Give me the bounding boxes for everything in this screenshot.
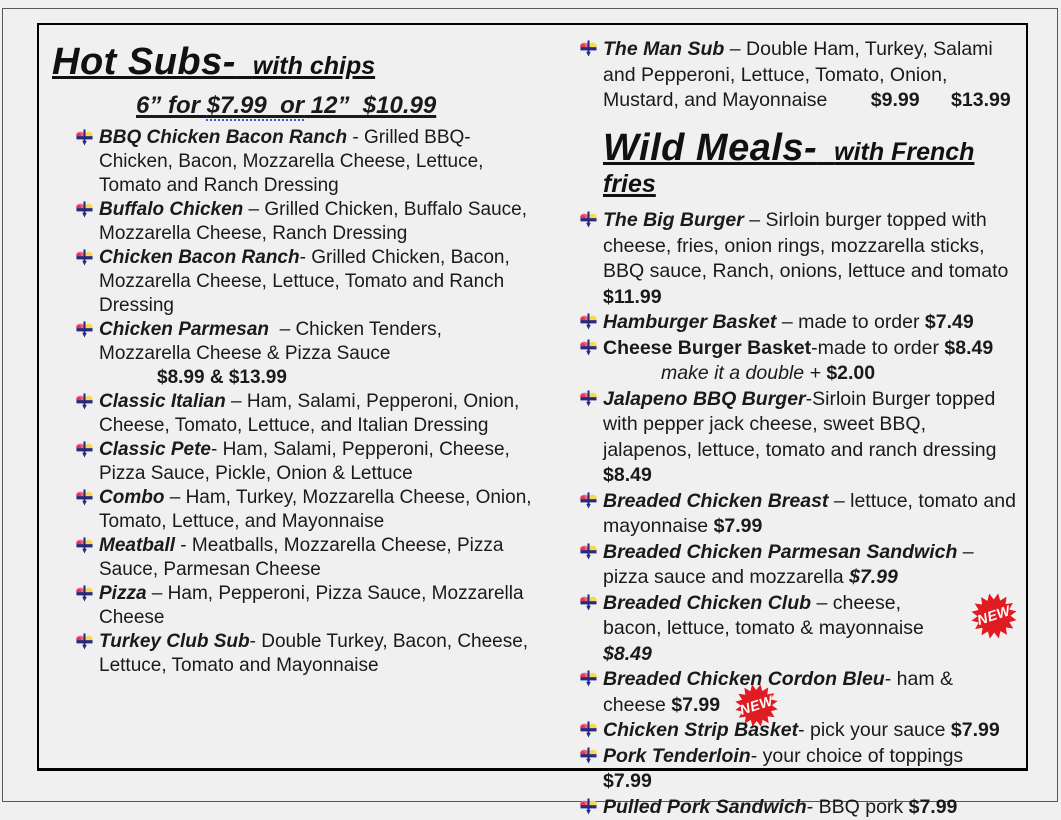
item-description: Sirloin burger topped with cheese, fries, onion rings, mozzarella sticks, BBQ sauce, Ranch, onions, lettuce and tomato: [603, 209, 1009, 283]
item-subline: [661, 361, 1016, 387]
item-name: Pulled Pork Sandwich: [603, 795, 807, 818]
item-name: The Big Burger: [603, 209, 744, 232]
colored-arrow-bullet-icon: [580, 40, 597, 57]
item-description: Grilled Chicken, Bacon, Mozzarella Cheese, Lettuce, Tomato and Ranch Dressing: [99, 246, 510, 316]
menu-item: [580, 310, 1016, 336]
wild-meals-column: [580, 25, 1016, 818]
item-name: Buffalo Chicken: [99, 198, 244, 220]
menu-border-box: [37, 23, 1028, 818]
menu-item: [580, 336, 1016, 387]
colored-arrow-bullet-icon: [580, 670, 597, 687]
item-description: Ham, Pepperoni, Pizza Sauce, Mozzarella Cheese: [99, 582, 524, 628]
item-name: Meatball: [99, 534, 176, 556]
item-description: ham & cheese: [603, 668, 953, 716]
item-description: BBQ pork: [818, 795, 904, 818]
item-separator: -: [210, 438, 223, 460]
menu-item: [580, 795, 1016, 820]
colored-arrow-bullet-icon: [76, 585, 93, 602]
item-name: Pork Tenderloin: [603, 744, 751, 767]
item-description: Grilled BBQ-Chicken, Bacon, Mozzarella Cheese, Lettuce, Tomato and Ranch Dressing: [99, 126, 484, 196]
colored-arrow-bullet-icon: [580, 798, 597, 815]
item-description: made to order: [817, 336, 939, 359]
item-description: cheese, bacon, lettuce, tomato & mayonnaise: [603, 591, 924, 640]
item-price: $7.49: [924, 311, 974, 334]
menu-item: [580, 489, 1016, 540]
item-separator: –: [724, 38, 747, 60]
item-name: Chicken Strip Basket: [603, 719, 799, 742]
item-price: $11.99: [603, 285, 662, 308]
menu-item: [580, 667, 1016, 718]
item-description: pizza sauce and mozzarella: [603, 566, 844, 589]
wild-meals-list: [580, 208, 1016, 820]
colored-arrow-bullet-icon: [76, 537, 93, 554]
menu-item: [580, 208, 1016, 310]
item-description: Ham, Turkey, Mozzarella Cheese, Onion, Tomato, Lettuce, and Mayonnaise: [99, 486, 532, 532]
item-description: your choice of toppings: [762, 744, 964, 767]
item-name: Classic Italian: [99, 390, 226, 412]
menu-item: [76, 486, 534, 534]
wild-meals-subtitle: with French fries: [603, 137, 975, 199]
wild-meals-heading: [603, 126, 1016, 200]
item-name: Breaded Chicken Club: [603, 591, 812, 614]
item-separator: –: [743, 209, 766, 232]
item-separator: –: [776, 311, 799, 334]
menu-item: [580, 718, 1016, 744]
item-separator: -: [175, 534, 192, 556]
hot-subs-subtitle: with chips: [252, 52, 376, 80]
item-name: Turkey Club Sub: [99, 630, 250, 652]
item-name: Breaded Chicken Parmesan Sandwich: [603, 540, 958, 563]
item-description: Double Turkey, Bacon, Cheese, Lettuce, Tomato and Mayonnaise: [99, 630, 529, 676]
new-badge-label: NEW: [737, 691, 775, 718]
item-name: Chicken Parmesan: [99, 318, 270, 340]
item-price: $7.99: [849, 566, 898, 589]
item-separator: –: [957, 540, 980, 563]
colored-arrow-bullet-icon: [76, 129, 93, 146]
item-separator: -: [347, 126, 364, 148]
wild-meals-title: Wild Meals-: [603, 126, 818, 169]
menu-item: [76, 534, 534, 582]
item-separator: -: [798, 719, 810, 742]
item-separator: -: [750, 744, 763, 767]
item-price: $7.99: [603, 770, 652, 793]
colored-arrow-bullet-icon: [76, 489, 93, 506]
item-name: Classic Pete: [99, 438, 211, 460]
menu-item: [580, 540, 1016, 591]
item-description: made to order: [798, 311, 920, 334]
item-price: $8.49: [603, 464, 652, 487]
item-description: Grilled Chicken, Buffalo Sauce, Mozzarella Cheese, Ranch Dressing: [99, 198, 528, 244]
man-sub-list: [580, 37, 1016, 114]
new-starburst-badge: [966, 587, 1023, 644]
item-separator: -: [299, 246, 312, 268]
item-description: Chicken Tenders, Mozzarella Cheese & Pizza Sauce: [99, 318, 442, 364]
colored-arrow-bullet-icon: [76, 441, 93, 458]
colored-arrow-bullet-icon: [580, 313, 597, 330]
item-price: $7.99: [713, 515, 763, 538]
colored-arrow-bullet-icon: [76, 201, 93, 218]
size-price-line: [136, 92, 534, 121]
item-description: pick your sauce: [810, 719, 946, 742]
item-separator: -: [811, 336, 818, 359]
colored-arrow-bullet-icon: [76, 633, 93, 650]
menu-item: [76, 126, 534, 198]
item-name: The Man Sub: [603, 38, 725, 60]
menu-item: [580, 37, 1016, 114]
colored-arrow-bullet-icon: [76, 321, 93, 338]
item-name: Breaded Chicken Cordon Bleu: [603, 668, 885, 691]
item-name: Hamburger Basket: [603, 311, 777, 334]
item-separator: -: [805, 387, 813, 410]
heading-gap: [236, 52, 253, 80]
hot-subs-heading: [52, 43, 534, 83]
item-name: Combo: [99, 486, 165, 508]
colored-arrow-bullet-icon: [580, 390, 597, 407]
colored-arrow-bullet-icon: [580, 594, 597, 611]
item-separator: -: [884, 668, 897, 691]
item-description: Meatballs, Mozzarella Cheese, Pizza Sauce, Parmesan Cheese: [99, 534, 504, 580]
item-price: $7.99: [950, 719, 1000, 742]
menu-item: [580, 387, 1016, 489]
item-name: Breaded Chicken Breast: [603, 489, 829, 512]
colored-arrow-bullet-icon: [580, 339, 597, 356]
item-separator: –: [269, 318, 296, 340]
item-description: Ham, Salami, Pepperoni, Onion, Cheese, Tomato, Lettuce, and Italian Dressing: [99, 390, 520, 436]
colored-arrow-bullet-icon: [76, 249, 93, 266]
menu-item: [76, 438, 534, 486]
menu-item: [76, 390, 534, 438]
menu-item: [580, 591, 1016, 668]
item-separator: –: [243, 198, 265, 220]
item-name: Cheese Burger Basket: [603, 336, 812, 359]
new-badge-label: NEW: [975, 601, 1013, 628]
item-separator: -: [806, 795, 819, 818]
hot-subs-column: [52, 25, 534, 768]
menu-item: [76, 318, 534, 390]
item-price: $7.99: [908, 795, 958, 818]
item-price: $8.49: [944, 336, 994, 359]
item-price-large: $13.99: [951, 89, 1011, 111]
item-name: Pizza: [99, 582, 147, 604]
menu-item: [76, 630, 534, 678]
size-price-post: 12” $10.99: [304, 91, 437, 119]
menu-item: [76, 246, 534, 318]
item-name: Chicken Bacon Ranch: [99, 246, 300, 268]
menu-item: [580, 744, 1016, 795]
subline-price: $2.00: [826, 362, 876, 385]
subline-note: make it a double +: [661, 362, 827, 385]
item-description: Double Ham, Turkey, Salami and Pepperoni, Lettuce, Tomato, Onion, Mustard, and Mayonnaise: [603, 38, 993, 111]
item-separator: -: [249, 630, 262, 652]
colored-arrow-bullet-icon: [580, 721, 597, 738]
hot-subs-list: [76, 126, 534, 678]
item-name: Jalapeno BBQ Burger: [603, 387, 806, 410]
item-separator: –: [828, 489, 851, 512]
item-separator: –: [811, 591, 833, 614]
subline-price: $8.99 & $13.99: [157, 366, 287, 388]
colored-arrow-bullet-icon: [580, 543, 597, 560]
item-price: $7.99: [671, 693, 721, 716]
item-separator: –: [225, 390, 247, 412]
colored-arrow-bullet-icon: [580, 211, 597, 228]
item-separator: –: [146, 582, 168, 604]
item-name: BBQ Chicken Bacon Ranch: [99, 126, 348, 148]
item-price: $9.99: [870, 89, 920, 111]
menu-item: [76, 198, 534, 246]
item-separator: –: [164, 486, 186, 508]
colored-arrow-bullet-icon: [580, 492, 597, 509]
colored-arrow-bullet-icon: [76, 393, 93, 410]
item-price: $8.49: [603, 642, 652, 665]
item-description: lettuce, tomato and mayonnaise: [603, 489, 1016, 538]
item-subline: [157, 366, 534, 390]
size-price-dotted-segment: $7.99 or: [206, 91, 305, 119]
colored-arrow-bullet-icon: [580, 747, 597, 764]
heading-gap: [817, 138, 834, 166]
menu-item: [76, 582, 534, 630]
item-description: Sirloin Burger topped with pepper jack cheese, sweet BBQ, jalapenos, lettuce, tomato and ranch dressing: [603, 387, 997, 461]
item-description: Ham, Salami, Pepperoni, Cheese, Pizza Sauce, Pickle, Onion & Lettuce: [99, 438, 510, 484]
size-price-pre: 6” for: [136, 91, 207, 119]
hot-subs-title: Hot Subs-: [52, 41, 236, 83]
